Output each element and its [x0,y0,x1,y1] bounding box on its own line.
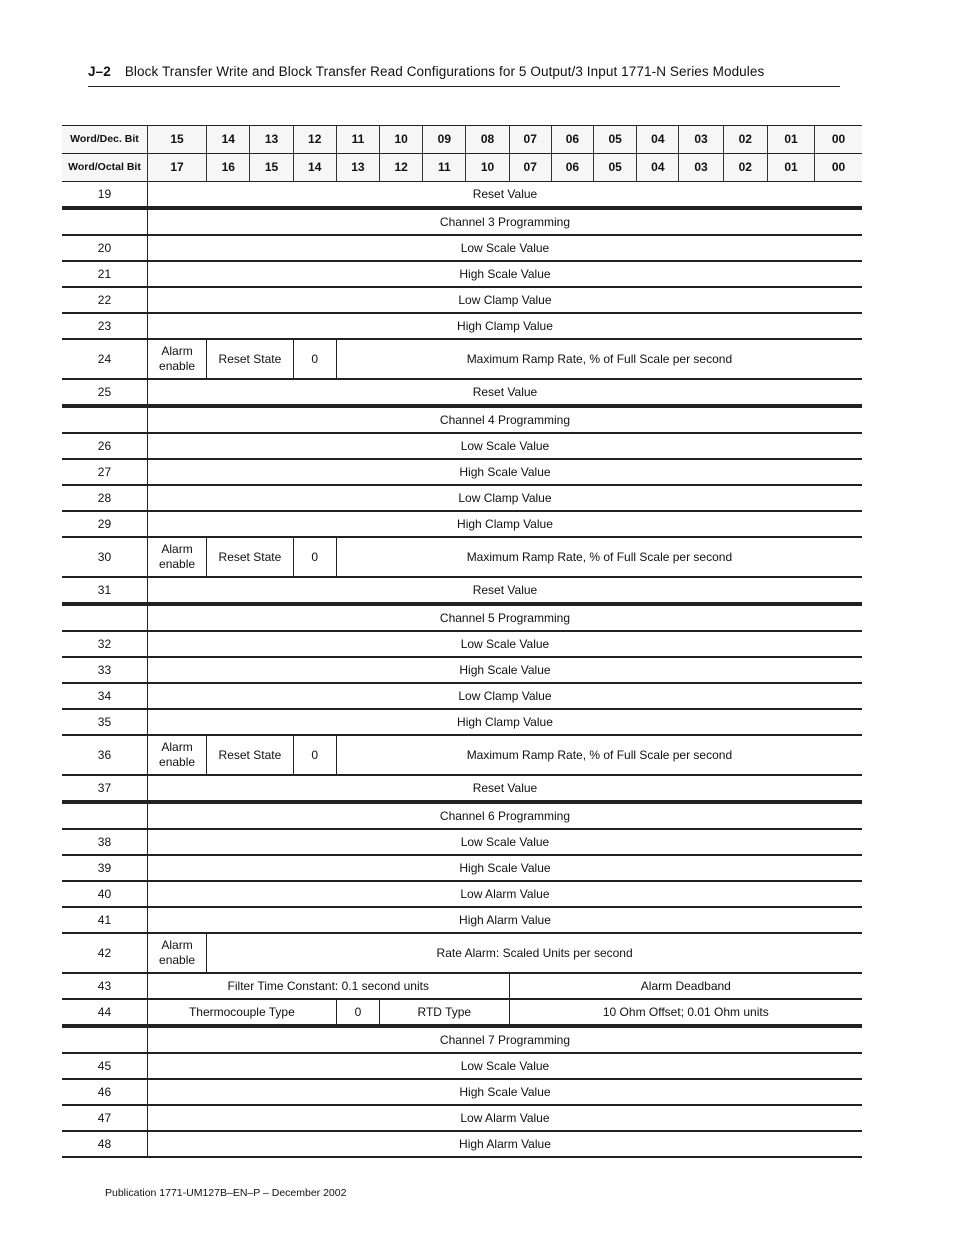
table-row [62,1053,862,1079]
decimal-bit-header-row [62,126,862,154]
bit-header: 17 [147,154,206,182]
channel-7-heading: Channel 7 Programming [147,1026,862,1053]
bit-header: 07 [509,154,551,182]
max-ramp-rate-cell: Maximum Ramp Rate, % of Full Scale per second [336,537,862,577]
bit-header: 09 [423,126,466,154]
table-row [62,1079,862,1105]
bit-header: 12 [293,126,336,154]
bit-header: 15 [250,154,293,182]
word-number: 45 [62,1053,147,1079]
alarm-deadband-cell: Alarm Deadband [509,973,862,999]
word-number: 21 [62,261,147,287]
reset-value-cell: Reset Value [147,379,862,406]
zero-bit-cell: 0 [336,999,379,1026]
word-number: 48 [62,1131,147,1157]
decimal-bit-label: Word/Dec. Bit [62,126,147,154]
page-title: Block Transfer Write and Block Transfer Read Configurations for 5 Output/3 Input 1771-N Series Modules [124,64,765,79]
word-number: 40 [62,881,147,907]
table-row [62,973,862,999]
table-row [62,511,862,537]
low-scale-value-cell: Low Scale Value [147,235,862,261]
bit-header: 01 [767,126,814,154]
word-number: 37 [62,775,147,802]
table-row [62,537,862,577]
word-number: 30 [62,537,147,577]
ten-ohm-offset-cell: 10 Ohm Offset; 0.01 Ohm units [509,999,862,1026]
page-number: J–2 [88,64,111,79]
word-number: 35 [62,709,147,735]
table-row [62,881,862,907]
bit-header: 14 [207,126,250,154]
word-number: 32 [62,631,147,657]
octal-bit-header-row [62,154,862,182]
word-number: 22 [62,287,147,313]
reset-state-cell: Reset State [207,735,293,775]
table-row [62,459,862,485]
word-number: 39 [62,855,147,881]
bit-header: 01 [767,154,814,182]
high-scale-value-cell: High Scale Value [147,657,862,683]
word-number: 41 [62,907,147,933]
table-row [62,829,862,855]
table-row [62,683,862,709]
table-row [62,379,862,406]
table-row [62,735,862,775]
table-row [62,1105,862,1131]
bit-header: 07 [509,126,551,154]
bit-header: 10 [380,126,423,154]
table-row [62,339,862,379]
table-row [62,182,862,209]
word-number: 47 [62,1105,147,1131]
octal-bit-label: Word/Octal Bit [62,154,147,182]
channel-heading-row [62,208,862,235]
word-number: 24 [62,339,147,379]
word-number: 43 [62,973,147,999]
high-scale-value-cell: High Scale Value [147,855,862,881]
bit-header: 06 [551,154,593,182]
channel-5-heading: Channel 5 Programming [147,604,862,631]
bit-header: 00 [815,154,862,182]
high-scale-value-cell: High Scale Value [147,261,862,287]
bit-header: 02 [723,126,767,154]
rtd-type-cell: RTD Type [380,999,510,1026]
bit-header: 08 [466,126,509,154]
rate-alarm-cell: Rate Alarm: Scaled Units per second [207,933,862,973]
alarm-enable-cell: Alarm enable [147,933,206,973]
bit-header: 04 [637,154,679,182]
word-number: 36 [62,735,147,775]
table-row [62,287,862,313]
table-row [62,855,862,881]
alarm-enable-cell: Alarm enable [147,735,206,775]
reset-state-cell: Reset State [207,339,293,379]
word-number: 31 [62,577,147,604]
word-number: 26 [62,433,147,459]
table-row [62,775,862,802]
bit-header: 03 [679,126,723,154]
bit-header: 13 [250,126,293,154]
bit-header: 11 [336,126,379,154]
zero-bit-cell: 0 [293,735,336,775]
low-clamp-value-cell: Low Clamp Value [147,287,862,313]
low-scale-value-cell: Low Scale Value [147,829,862,855]
low-alarm-value-cell: Low Alarm Value [147,881,862,907]
word-number: 46 [62,1079,147,1105]
channel-3-heading: Channel 3 Programming [147,208,862,235]
bit-header: 15 [147,126,206,154]
filter-time-constant-cell: Filter Time Constant: 0.1 second units [147,973,509,999]
bit-header: 04 [637,126,679,154]
bit-header: 10 [466,154,509,182]
page-header [88,64,840,87]
bit-header: 05 [594,154,637,182]
high-scale-value-cell: High Scale Value [147,1079,862,1105]
low-clamp-value-cell: Low Clamp Value [147,683,862,709]
reset-value-cell: Reset Value [147,182,862,209]
high-clamp-value-cell: High Clamp Value [147,313,862,339]
bit-header: 05 [594,126,637,154]
word-number: 34 [62,683,147,709]
zero-bit-cell: 0 [293,339,336,379]
table-row [62,433,862,459]
table-row [62,577,862,604]
table-row [62,999,862,1026]
low-clamp-value-cell: Low Clamp Value [147,485,862,511]
bit-header: 06 [551,126,593,154]
high-alarm-value-cell: High Alarm Value [147,1131,862,1157]
word-number: 20 [62,235,147,261]
table-row [62,631,862,657]
high-clamp-value-cell: High Clamp Value [147,709,862,735]
bit-header: 00 [815,126,862,154]
publication-footer: Publication 1771-UM127B–EN–P – December 2002 [105,1187,347,1199]
max-ramp-rate-cell: Maximum Ramp Rate, % of Full Scale per second [336,339,862,379]
word-number: 33 [62,657,147,683]
low-scale-value-cell: Low Scale Value [147,631,862,657]
table-row [62,485,862,511]
bit-header: 16 [207,154,250,182]
bit-header: 12 [380,154,423,182]
table-row [62,933,862,973]
word-number: 42 [62,933,147,973]
reset-value-cell: Reset Value [147,775,862,802]
high-scale-value-cell: High Scale Value [147,459,862,485]
word-number: 25 [62,379,147,406]
reset-value-cell: Reset Value [147,577,862,604]
reset-state-cell: Reset State [207,537,293,577]
table-row [62,1131,862,1157]
high-alarm-value-cell: High Alarm Value [147,907,862,933]
word-number: 44 [62,999,147,1026]
channel-heading-row [62,1026,862,1053]
table-row [62,907,862,933]
bit-header: 02 [723,154,767,182]
alarm-enable-cell: Alarm enable [147,537,206,577]
table-row [62,709,862,735]
high-clamp-value-cell: High Clamp Value [147,511,862,537]
low-scale-value-cell: Low Scale Value [147,1053,862,1079]
channel-heading-row [62,802,862,829]
configuration-table [62,125,862,1158]
zero-bit-cell: 0 [293,537,336,577]
word-number: 38 [62,829,147,855]
low-scale-value-cell: Low Scale Value [147,433,862,459]
low-alarm-value-cell: Low Alarm Value [147,1105,862,1131]
thermocouple-type-cell: Thermocouple Type [147,999,336,1026]
table-row [62,313,862,339]
bit-header: 03 [679,154,723,182]
channel-6-heading: Channel 6 Programming [147,802,862,829]
channel-heading-row [62,604,862,631]
channel-4-heading: Channel 4 Programming [147,406,862,433]
table-row [62,235,862,261]
channel-heading-row [62,406,862,433]
word-number: 29 [62,511,147,537]
word-number: 19 [62,182,147,209]
table-row [62,261,862,287]
bit-header: 11 [423,154,466,182]
table-row [62,657,862,683]
max-ramp-rate-cell: Maximum Ramp Rate, % of Full Scale per second [336,735,862,775]
alarm-enable-cell: Alarm enable [147,339,206,379]
bit-header: 13 [336,154,379,182]
word-number: 27 [62,459,147,485]
bit-header: 14 [293,154,336,182]
word-number: 23 [62,313,147,339]
word-number: 28 [62,485,147,511]
